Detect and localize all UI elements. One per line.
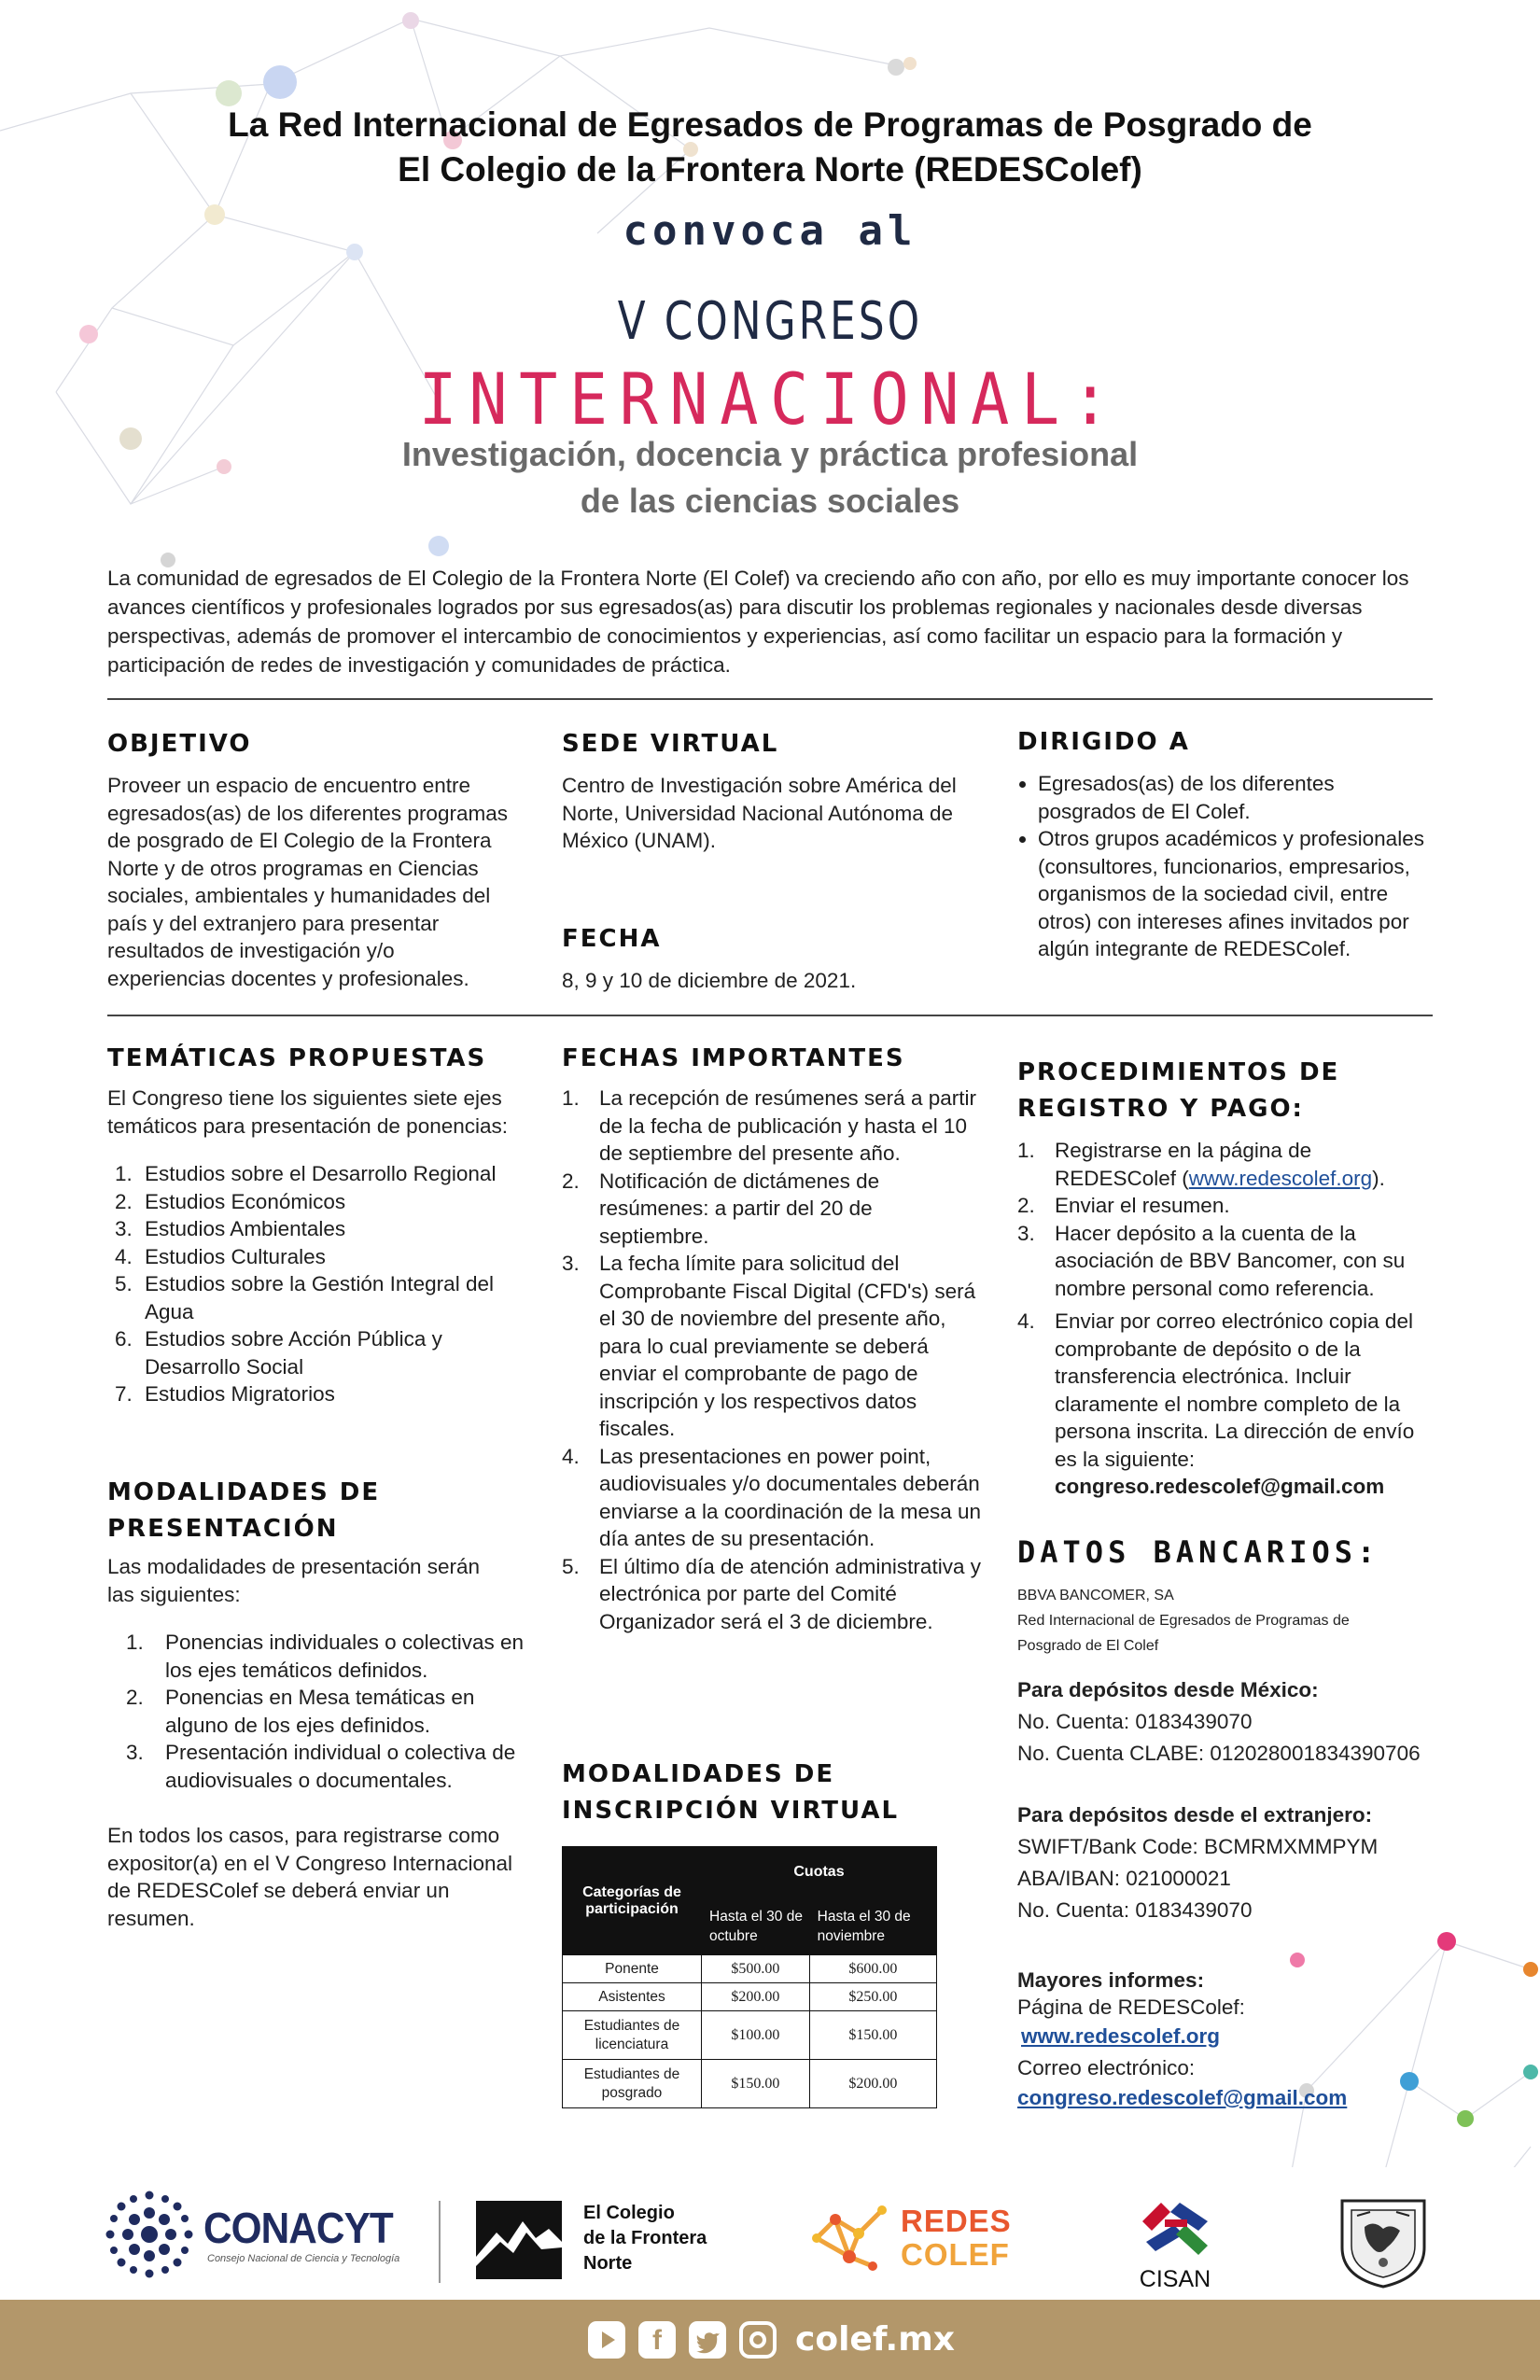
registration-email[interactable]: congreso.redescolef@gmail.com — [1055, 1475, 1385, 1498]
conacyt-logo[interactable] — [103, 2188, 196, 2286]
redescolef-logo[interactable] — [807, 2201, 891, 2280]
list-item: 7. Estudios Migratorios — [115, 1382, 335, 1406]
organizer-heading — [0, 103, 1540, 192]
informes-title: Mayores informes: — [1017, 1968, 1205, 1992]
table-cell: $200.00 — [702, 1983, 810, 2011]
table-cell: $500.00 — [702, 1955, 810, 1983]
list-item: 2. Estudios Económicos — [115, 1189, 346, 1213]
objetivo-section — [107, 726, 518, 992]
colef-line-3: Norte — [583, 2253, 633, 2274]
foreign-deposits-title: Para depósitos desde el extranjero: — [1017, 1803, 1373, 1827]
redes-line-2: COLEF — [901, 2237, 1010, 2272]
dirigido-section — [1017, 724, 1435, 963]
cisan-logo[interactable] — [1137, 2193, 1213, 2265]
list-item: 3. La fecha límite para solicitud del Comprobante Fiscal Digital (CFD's) será el 30 de noviembre del presente año, para lo cual previamente se deberá enviar el comprobante de pago de inscripción y los respectivos datos fiscales. — [562, 1252, 976, 1440]
table-cell: Asistentes — [563, 1983, 702, 2011]
colef-mountain-icon — [476, 2201, 562, 2279]
objetivo-title: OBJETIVO — [107, 730, 252, 758]
youtube-icon[interactable] — [588, 2321, 625, 2359]
procedimientos-section — [1017, 1055, 1437, 1501]
organizer-line-2: El Colegio de la Frontera Norte (REDESColef) — [398, 150, 1142, 189]
datos-bancarios-section — [1017, 1534, 1447, 1926]
list-item: 4. Estudios Culturales — [115, 1244, 326, 1268]
list-item: 3. Hacer depósito a la cuenta de la asociación de BBV Bancomer, con su nombre personal como referencia. — [1017, 1221, 1406, 1300]
sede-text: Centro de Investigación sobre América del Norte, Universidad Nacional Autónoma de México (UNAM). — [562, 774, 957, 852]
table-row — [563, 2011, 937, 2060]
table-cell: Estudiantes de licenciatura — [563, 2011, 702, 2060]
objetivo-text: Proveer un espacio de encuentro entre egresados(as) de los diferentes programas de posgrado de El Colegio de la Frontera Norte y de otros programas en Ciencias sociales, ambientales y humanidades del país y del extranjero para presentar resultados de investigación y/o experiencias docentes y profesionales. — [107, 774, 508, 990]
fechas-importantes-section — [562, 1041, 982, 1635]
inscripcion-section — [562, 1757, 982, 2108]
list-item: 1. Ponencias individuales o colectivas en los ejes temáticos definidos. — [126, 1631, 524, 1682]
list-item: 4. Las presentaciones en power point, audiovisuales y/o documentales deberán enviarse a la coordinación de la mesa un día antes de su presentación. — [562, 1444, 981, 1550]
dirigido-list — [1017, 770, 1435, 963]
mexico-account: No. Cuenta: 0183439070 — [1017, 1710, 1253, 1733]
fecha-title: FECHA — [562, 925, 662, 953]
internacional-title: INTERNACIONAL: — [418, 357, 1122, 441]
divider-middle — [107, 1015, 1433, 1016]
procedimientos-title-line-1: PROCEDIMIENTOS DE — [1017, 1058, 1340, 1086]
informes-page-label: Página de REDESColef: — [1017, 1995, 1245, 2019]
list-item: 1. Registrarse en la página de REDESColef (www.redescolef.org). — [1017, 1139, 1385, 1190]
subtitle-line-2: de las ciencias sociales — [580, 482, 960, 520]
table-cell: Estudiantes de posgrado — [563, 2060, 702, 2108]
colef-wordmark — [583, 2201, 707, 2276]
list-item: 2. Notificación de dictámenes de resúmenes: a partir del 20 de septiembre. — [562, 1169, 880, 1248]
table-cell: $150.00 — [702, 2060, 810, 2108]
fechas-importantes-title: FECHAS IMPORTANTES — [562, 1044, 905, 1072]
bank-name: BBVA BANCOMER, SA — [1017, 1588, 1174, 1603]
table-row — [563, 1983, 937, 2011]
fees-table — [562, 1846, 937, 2108]
aba-iban: ABA/IBAN: 021000021 — [1017, 1867, 1231, 1890]
redes-wordmark — [901, 2205, 1012, 2272]
list-item: 6. Estudios sobre Acción Pública y Desarrollo Social — [115, 1327, 442, 1379]
modalidades-presentacion-list — [107, 1629, 532, 1794]
sponsor-logos — [0, 2167, 1540, 2300]
table-cell: $600.00 — [809, 1955, 936, 1983]
facebook-icon[interactable]: f — [638, 2321, 676, 2359]
footer-site[interactable]: colef.mx — [795, 2320, 955, 2359]
colef-logo[interactable] — [476, 2201, 562, 2279]
modalidades-presentacion-section — [107, 1475, 532, 1932]
modalidades-presentacion-intro: Las modalidades de presentación serán las siguientes: — [107, 1555, 481, 1606]
cisan-emblem-icon — [1137, 2193, 1213, 2261]
inscripcion-title — [562, 1757, 982, 1829]
organizer-line-1: La Red Internacional de Egresados de Programas de Posgrado de — [228, 105, 1312, 144]
conacyt-tagline: Consejo Nacional de Ciencia y Tecnología — [207, 2253, 400, 2264]
modalidades-closing-text: En todos los casos, para registrarse como expositor(a) en el V Congreso Internacional de REDESColef se deberá enviar un resumen. — [107, 1824, 512, 1930]
informes-page-row — [1017, 2021, 1409, 2052]
congreso-label: V CONGRESO — [617, 291, 923, 352]
redes-network-icon — [807, 2201, 891, 2275]
procedimientos-title — [1017, 1055, 1437, 1127]
list-item: 2. Enviar el resumen. — [1017, 1194, 1230, 1217]
tematicas-title: TEMÁTICAS PROPUESTAS — [107, 1044, 487, 1072]
fecha-text: 8, 9 y 10 de diciembre de 2021. — [562, 969, 857, 992]
table-header-october: Hasta el 30 de octubre — [702, 1898, 810, 1955]
list-item: 1. Estudios sobre el Desarrollo Regional — [115, 1162, 497, 1185]
list-item: • Otros grupos académicos y profesionales (consultores, funcionarios, empresarios, organismos de la sociedad civil, entre otros) con intereses afines invitados por algún integrante de REDESColef. — [1038, 825, 1435, 963]
table-row — [563, 1955, 937, 1983]
list-item: 2. Ponencias en Mesa temáticas en alguno de los ejes definidos. — [126, 1686, 475, 1737]
foreign-account: No. Cuenta: 0183439070 — [1017, 1898, 1253, 1922]
procedimientos-list — [1017, 1137, 1437, 1501]
swift-code: SWIFT/Bank Code: BCMRMXMMPYM — [1017, 1835, 1379, 1858]
list-item: 5. Estudios sobre la Gestión Integral del Agua — [115, 1272, 494, 1323]
mexico-deposits-title: Para depósitos desde México: — [1017, 1678, 1319, 1701]
table-header-cuotas: Cuotas — [702, 1847, 937, 1898]
cisan-name: CISAN — [1139, 2266, 1211, 2292]
divider-top — [107, 698, 1433, 700]
inscripcion-title-line-2: INSCRIPCIÓN VIRTUAL — [562, 1797, 900, 1825]
table-header-november: Hasta el 30 de noviembre — [809, 1898, 936, 1955]
list-item: 3. Estudios Ambientales — [115, 1217, 346, 1240]
table-cell: $150.00 — [809, 2011, 936, 2060]
footer-bar — [0, 2300, 1540, 2380]
table-row — [563, 2060, 937, 2108]
list-item: 4. Enviar por correo electrónico copia del comprobante de depósito o de la transferencia electrónica. Incluir claramente el nombre completo de la persona inscrita. La dirección de envío es la siguiente: congreso.redescolef@gmail.com — [1017, 1309, 1415, 1498]
sede-title: SEDE VIRTUAL — [562, 730, 779, 758]
instagram-icon[interactable] — [739, 2321, 777, 2359]
subtitle-line-1: Investigación, docencia y práctica profesional — [401, 435, 1139, 473]
account-holder-line-1: Red Internacional de Egresados de Programas de — [1017, 1613, 1350, 1629]
informes-email-row — [1017, 2084, 1409, 2112]
tematicas-intro: El Congreso tiene los siguientes siete ejes temáticos para presentación de ponencias: — [107, 1086, 509, 1138]
fecha-section — [562, 921, 982, 995]
intro-paragraph: La comunidad de egresados de El Colegio de la Frontera Norte (El Colef) va creciendo año con año, por ello es muy importante conocer los avances científicos y profesionales logrados por sus egresados(as) para discutir los problemas regionales y nacionales desde diversas perspectivas, además de promover el intercambio de conocimientos y experiencias, así como facilitar un espacio para la formación y participación de redes de investigación y comunidades de práctica. — [107, 567, 1409, 677]
twitter-icon[interactable] — [689, 2321, 726, 2359]
convoca-label: convoca al — [623, 207, 917, 255]
table-cell: Ponente — [563, 1955, 702, 1983]
unam-seal-icon — [1333, 2191, 1434, 2289]
redes-line-1: REDES — [901, 2204, 1012, 2238]
conacyt-name: CONACYT — [203, 2204, 393, 2252]
social-row — [588, 2320, 955, 2359]
list-item: 5. El último día de atención administrativa y electrónica por parte del Comité Organizador será el 3 de diciembre. — [562, 1554, 981, 1633]
modalidades-presentacion-title: MODALIDADES DE PRESENTACIÓN — [107, 1478, 381, 1543]
colef-line-1: El Colegio — [583, 2203, 675, 2223]
informes-email-link[interactable]: congreso.redescolef@gmail.com — [1017, 2086, 1348, 2109]
table-header-category: Categorías de participación — [563, 1847, 702, 1955]
redescolef-link[interactable]: www.redescolef.org — [1188, 1166, 1373, 1190]
tematicas-section — [107, 1041, 532, 1408]
list-item: • Egresados(as) de los diferentes posgrados de El Colef. — [1038, 770, 1435, 825]
inscripcion-title-line-1: MODALIDADES DE — [562, 1760, 835, 1788]
informes-page-link[interactable]: www.redescolef.org — [1021, 2024, 1220, 2048]
dirigido-title: DIRIGIDO A — [1017, 728, 1190, 756]
sede-section — [562, 726, 982, 855]
list-item: 3. Presentación individual o colectiva de audiovisuales o documentales. — [126, 1741, 516, 1792]
procedimientos-title-line-2: REGISTRO Y PAGO: — [1017, 1095, 1304, 1123]
datos-bancarios-title: DATOS BANCARIOS: — [1017, 1534, 1380, 1570]
unam-logo[interactable] — [1333, 2191, 1434, 2293]
list-item: 1. La recepción de resúmenes será a partir de la fecha de publicación y hasta el 10 de septiembre del presente año. — [562, 1086, 976, 1165]
informes-section — [1017, 1967, 1409, 2112]
table-cell: $100.00 — [702, 2011, 810, 2060]
informes-email-label: Correo electrónico: — [1017, 2056, 1196, 2079]
event-subtitle — [0, 431, 1540, 525]
logo-divider — [439, 2201, 441, 2283]
mexico-clabe: No. Cuenta CLABE: 012028001834390706 — [1017, 1742, 1421, 1765]
table-cell: $200.00 — [809, 2060, 936, 2108]
tematicas-list — [107, 1160, 532, 1408]
fechas-importantes-list — [562, 1085, 982, 1635]
table-cell: $250.00 — [809, 1983, 936, 2011]
colef-line-2: de la Frontera — [583, 2228, 707, 2248]
conacyt-emblem-icon — [103, 2188, 196, 2281]
account-holder-line-2: Posgrado de El Colef — [1017, 1638, 1159, 1654]
